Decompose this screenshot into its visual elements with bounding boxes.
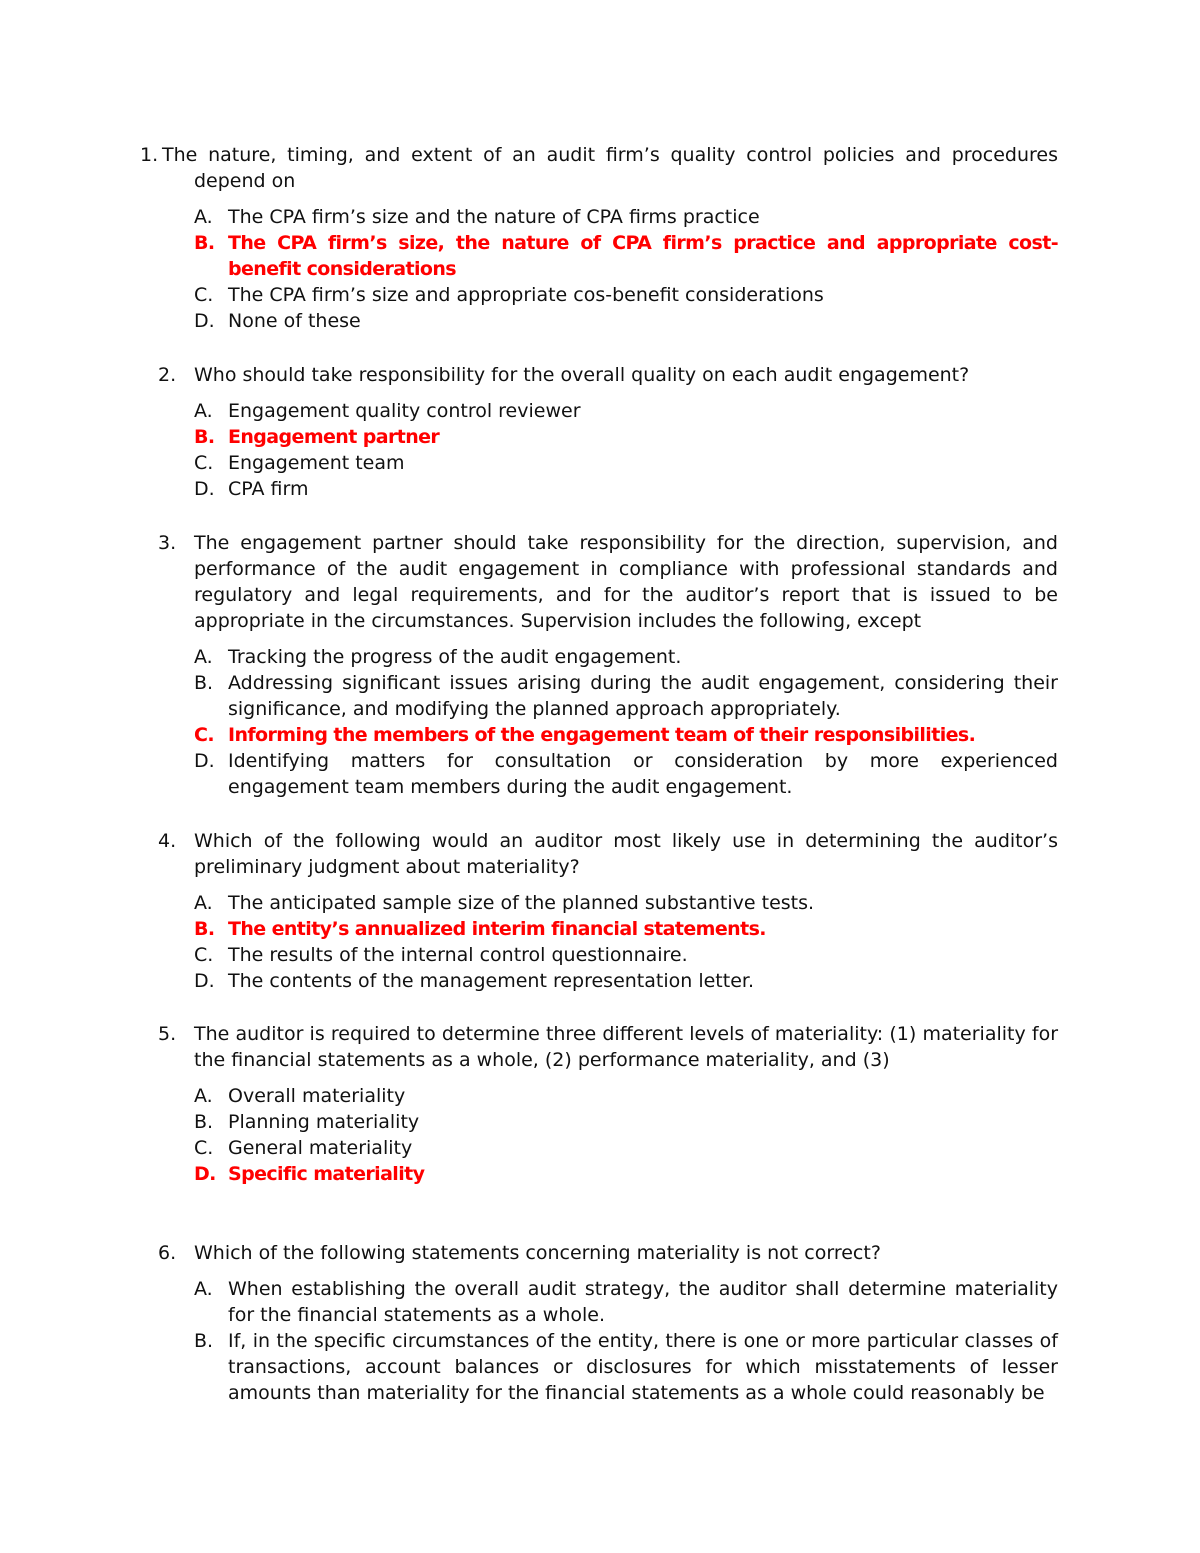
option-letter: C. (194, 284, 214, 306)
question-6 (140, 1240, 1058, 1406)
option-text: Overall materiality (228, 1085, 406, 1107)
question-2-options (140, 398, 1058, 502)
option-letter: D. (194, 1163, 216, 1185)
question-stem: The engagement partner should take responsibility for the direction, supervision, and performance of the audit engagement in compliance with professional standards and regulatory and legal requirements, and for the auditor’s report that is issued to be appropriate in the circumstances. Supervision includes the following, except (194, 532, 1058, 632)
option-text: When establishing the overall audit strategy, the auditor shall determine materiality for the financial statements as a whole. (228, 1278, 1058, 1326)
question-1-options (140, 204, 1058, 334)
option-c (194, 942, 1058, 968)
option-a (194, 1083, 1058, 1109)
option-text: Identifying matters for consultation or consideration by more experienced engagement team members during the audit engagement. (228, 750, 1058, 798)
option-letter: B. (194, 232, 215, 254)
option-letter: A. (194, 1278, 213, 1300)
option-letter: C. (194, 452, 214, 474)
option-text: If, in the specific circumstances of the entity, there is one or more particular classes of transactions, account balances or disclosures for which misstatements of lesser amounts than materiality for the financial statements as a whole could reasonably be (228, 1330, 1058, 1404)
question-number: 6. (158, 1242, 177, 1264)
option-text: CPA firm (228, 478, 309, 500)
option-letter: D. (194, 750, 215, 772)
option-text: Specific materiality (228, 1163, 425, 1185)
option-letter: D. (194, 970, 215, 992)
option-letter: A. (194, 400, 213, 422)
option-b (194, 1328, 1058, 1406)
correct-answer-option-c (194, 722, 1058, 748)
option-text: Addressing significant issues arising during the audit engagement, considering their significance, and modifying the planned approach appropriately. (228, 672, 1058, 720)
option-text: The contents of the management representation letter. (228, 970, 754, 992)
option-text: Informing the members of the engagement team of their responsibilities. (228, 724, 976, 746)
question-1-first-line: The nature, timing, and extent of an audit firm’s quality control policies and procedures (162, 144, 1058, 166)
question-6-options (140, 1276, 1058, 1406)
option-letter: C. (194, 724, 214, 746)
option-letter: A. (194, 646, 213, 668)
option-a (194, 204, 1058, 230)
option-text: Engagement team (228, 452, 405, 474)
correct-answer-option-b (194, 424, 1058, 450)
option-letter: B. (194, 1111, 214, 1133)
option-text: None of these (228, 310, 361, 332)
option-letter: A. (194, 892, 213, 914)
correct-answer-option-b (194, 230, 1058, 282)
question-number: 4. (158, 830, 177, 852)
question-number: 1. (140, 144, 159, 166)
option-letter: B. (194, 1330, 214, 1352)
option-text: The CPA firm’s size, the nature of CPA firm’s practice and appropriate cost-benefit considerations (228, 232, 1058, 280)
question-5 (140, 1021, 1058, 1187)
option-d (194, 968, 1058, 994)
question-3-options (140, 644, 1058, 800)
option-letter: B. (194, 672, 214, 694)
correct-answer-option-d (194, 1161, 1058, 1187)
question-number: 3. (158, 532, 177, 554)
option-a (194, 1276, 1058, 1328)
question-4 (140, 828, 1058, 994)
option-text: Engagement quality control reviewer (228, 400, 581, 422)
option-letter: D. (194, 478, 215, 500)
question-6-text (140, 1240, 1058, 1266)
option-text: The results of the internal control questionnaire. (228, 944, 688, 966)
option-text: The anticipated sample size of the planned substantive tests. (228, 892, 815, 914)
option-letter: B. (194, 918, 215, 940)
question-2-text (140, 362, 1058, 388)
question-2 (140, 362, 1058, 502)
option-text: Engagement partner (228, 426, 440, 448)
option-letter: A. (194, 1085, 213, 1107)
option-b (194, 1109, 1058, 1135)
option-letter: D. (194, 310, 215, 332)
option-b (194, 670, 1058, 722)
option-letter: C. (194, 1137, 214, 1159)
option-letter: A. (194, 206, 213, 228)
question-stem: The auditor is required to determine three different levels of materiality: (1) materiality for the financial statements as a whole, (2) performance materiality, and (3) (194, 1023, 1058, 1071)
option-a (194, 644, 1058, 670)
option-c (194, 450, 1058, 476)
question-5-options (140, 1083, 1058, 1187)
question-1 (140, 142, 1058, 334)
option-text: The CPA firm’s size and appropriate cos-benefit considerations (228, 284, 824, 306)
option-text: The entity’s annualized interim financial statements. (228, 918, 766, 940)
question-5-text (140, 1021, 1058, 1073)
option-c (194, 1135, 1058, 1161)
question-1-text (140, 142, 1058, 194)
option-a (194, 890, 1058, 916)
question-3 (140, 530, 1058, 800)
question-4-options (140, 890, 1058, 994)
question-3-text (140, 530, 1058, 634)
option-a (194, 398, 1058, 424)
option-d (194, 308, 1058, 334)
option-text: General materiality (228, 1137, 413, 1159)
question-number: 2. (158, 364, 177, 386)
question-number: 5. (158, 1023, 177, 1045)
option-d (194, 748, 1058, 800)
correct-answer-option-b (194, 916, 1058, 942)
option-d (194, 476, 1058, 502)
question-stem: Who should take responsibility for the overall quality on each audit engagement? (194, 364, 970, 386)
question-1-continuation: depend on (194, 170, 296, 192)
option-text: Tracking the progress of the audit engagement. (228, 646, 682, 668)
question-4-text (140, 828, 1058, 880)
option-text: The CPA firm’s size and the nature of CPA firms practice (228, 206, 760, 228)
option-text: Planning materiality (228, 1111, 420, 1133)
question-stem: Which of the following would an auditor most likely use in determining the auditor’s preliminary judgment about materiality? (194, 830, 1058, 878)
question-stem: Which of the following statements concerning materiality is not correct? (194, 1242, 881, 1264)
option-letter: B. (194, 426, 215, 448)
option-letter: C. (194, 944, 214, 966)
option-c (194, 282, 1058, 308)
